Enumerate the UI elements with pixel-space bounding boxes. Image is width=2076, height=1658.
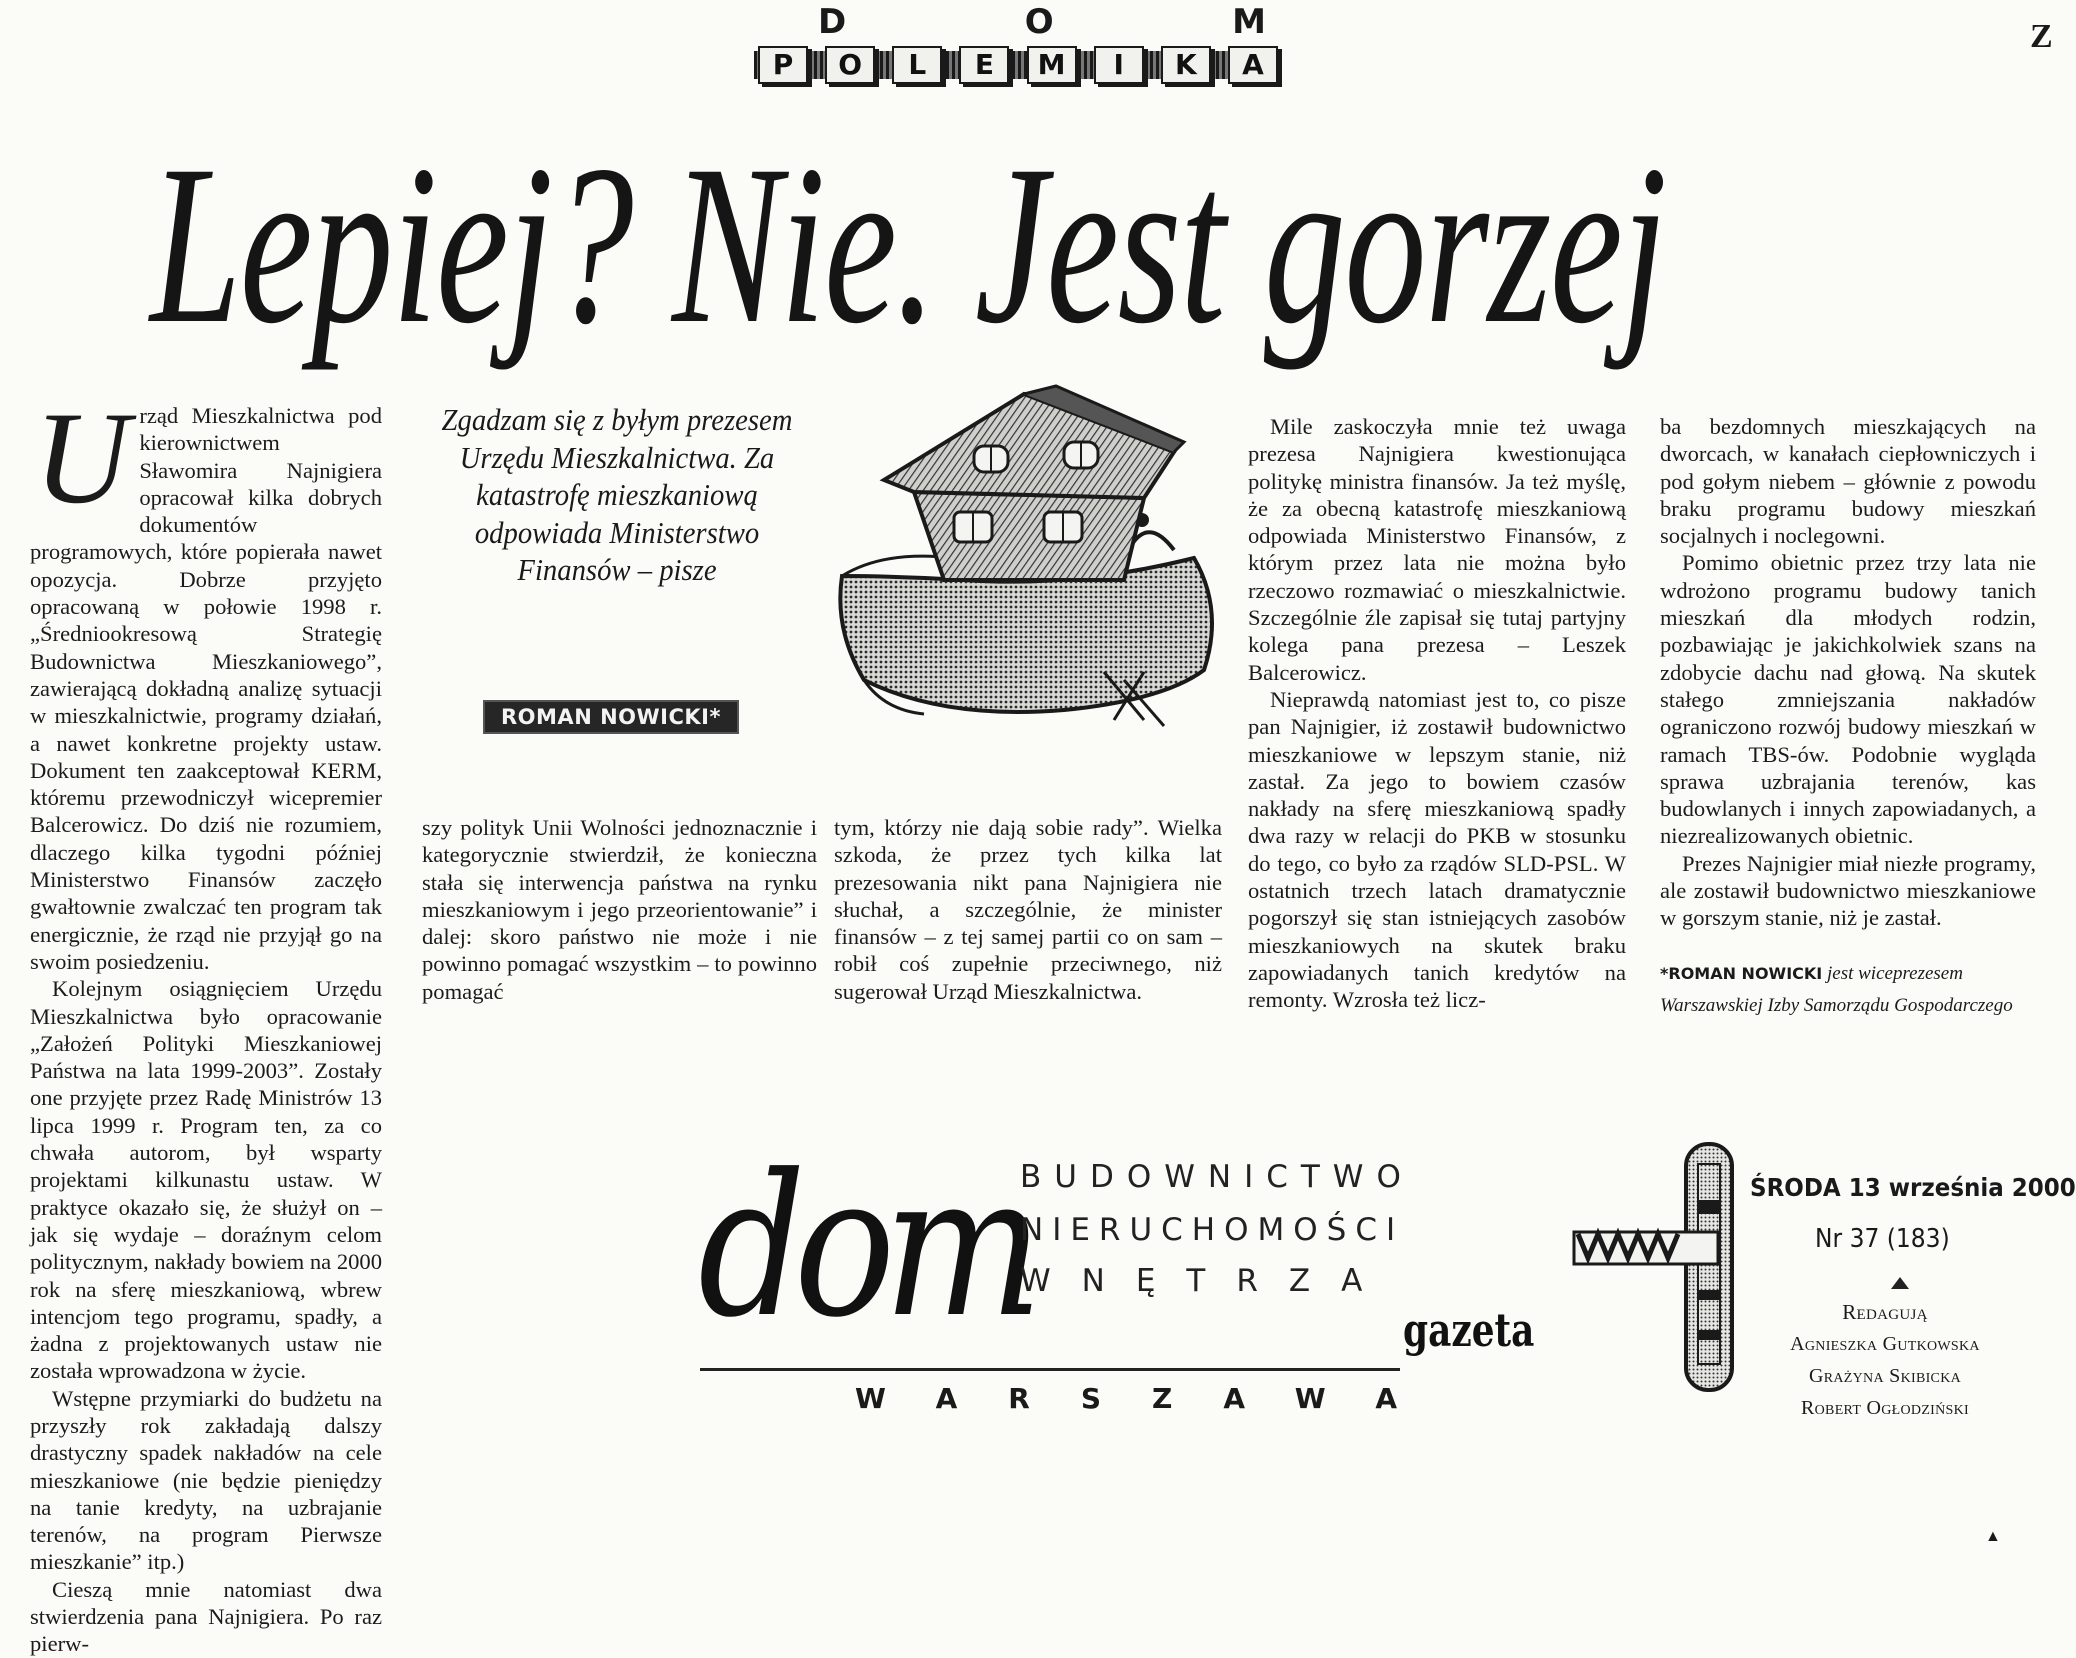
section-letter: O (1024, 2, 1056, 42)
masthead-line-budownictwo: BUDOWNICTWO (1020, 1159, 1414, 1195)
section-tile: I (1094, 46, 1144, 84)
article-column-3 (834, 814, 1222, 1005)
page-number-fragment: Z (2030, 18, 2053, 55)
dom-cross-emblem-icon (1568, 1140, 1748, 1395)
section-tile: L (892, 46, 942, 84)
article-column-1 (30, 384, 383, 1658)
paragraph: ba bezdomnych mieszkających na dworcach, w kanałach ciepłowniczych i pod gołym niebem – głównie z powodu braku programu budowy mieszkań socjalnych i noclegowni. (1660, 414, 2036, 549)
paragraph: rząd Mieszkalnictwa pod kierownictwem Sławomira Najnigiera opracował kilka dobrych dokumentów programowych, które popierała nawet opozycja. Dobrze przyjęto opracowaną w połowie 1998 r. „Średniookresową Strategię Budownictwa Mieszkaniowego”, zawierającą dokładną analizę sytuacji w mieszkalnictwie, programy działań, a nawet konkretne projekty ustaw. Dokument ten zaakceptował KERM, któremu przewodniczył wicepremier Balcerowicz. Do dziś nie rozumiem, dlaczego kilka tygodni później Ministerstwo Finansów zaczęło gwałtownie zwalczać ten program tak energicznie, że rząd nie przyjął go na swoim posiedzeniu. (30, 403, 382, 974)
issue-date: ŚRODA 13 września 2000 (1750, 1173, 2076, 1202)
house-on-wallet-illustration (824, 380, 1230, 730)
section-tile: K (1161, 46, 1211, 84)
masthead-logo: dom (698, 1133, 1032, 1361)
paragraph: Mile zaskoczyła mnie też uwaga prezesa Najnigiera kwestionująca politykę ministra finansów. Ja też myślę, że za obecną katastrofę mieszkaniową odpowiada Ministerstwo Finansów, z którym przez lata nie można było rzeczowo rozmawiać o mieszkalnictwie. Szczególnie źle zapisał się tutaj partyjny kolega pana prezesa – Leszek Balcerowicz. (1248, 414, 1626, 685)
article-headline: Lepiej? Nie. Jest gorzej (150, 119, 1666, 371)
paragraph: szy polityk Unii Wolności jednoznacznie i kategorycznie stwierdził, że konieczna stała się interwencja państwa na rynku mieszkaniowym i jego przeorientowanie” i dalej: skoro państwo nie może i nie powinno pomagać wszystkim – to powinno pomagać (422, 815, 817, 1004)
masthead-city: WARSZAWA (855, 1382, 1449, 1415)
article-lead: Zgadzam się z byłym prezesem Urzędu Mieszkalnictwa. Za katastrofę mieszkaniową odpowiada Ministerstwo Finansów – pisze (441, 403, 793, 587)
masthead-divider (700, 1368, 1400, 1371)
issue-number: Nr 37 (183) (1815, 1224, 1950, 1254)
section-tile: O (825, 46, 875, 84)
paragraph: tym, którzy nie dają sobie rady”. Wielka szkoda, że przez tych kilka lat prezesowania nikt pana Najnigiera nie słuchał, a szczególnie, że minister finansów – z tej samej partii co on sam – robił coś zupełnie przeciwnego, niż sugerował Urząd Mieszkalnictwa. (834, 815, 1222, 1004)
paragraph: Nieprawdą natomiast jest to, co pisze pan Najnigier, iż zostawił budownictwo mieszkaniowe w lepszym stanie, niż zastał. Za jego to bowiem czasów nakłady na sferę mieszkaniową spadły dwa razy w relacji do PKB w stosunku do tego, co było za rządów SLD-PSL. W ostatnich trzech latach dramatycznie pogorszył się stan istniejących zasobów mieszkaniowych na skutek braku zapowiadanych tanich kredytów na remonty. Wzrosła też licz- (1248, 686, 1626, 1013)
masthead-line-wnetrza: WNĘTRZA (1020, 1263, 1394, 1299)
article-column-5 (1660, 413, 2036, 932)
masthead-line-nieruchomosci: NIERUCHOMOŚCI (1020, 1212, 1405, 1248)
editors-label: Redagują (1842, 1300, 1928, 1324)
section-tile: E (959, 46, 1009, 84)
editor-name: Robert Ogłodziński (1801, 1397, 1969, 1419)
section-letter: D (818, 2, 849, 42)
corner-triangle-mark: ▲ (1985, 1528, 2001, 1545)
section-label-dom (818, 2, 1268, 44)
section-tile: A (1228, 46, 1278, 84)
drop-cap: U (34, 384, 130, 531)
article-column-4 (1248, 413, 1626, 1014)
paragraph: Wstępne przymiarki do budżetu na przyszły rok zakładają dalszy drastyczny spadek nakładów na cele mieszkaniowe (nie będzie pieniędzy na tanie kredyty, na uzbrajanie terenów, na program Pierwsze mieszkanie” itp.) (30, 1385, 382, 1575)
editors-block (1735, 1296, 2035, 1426)
section-letter: M (1232, 2, 1268, 42)
masthead-gazeta: gazeta (1403, 1303, 1535, 1357)
author-bio-note (1660, 958, 2025, 1028)
triangle-icon (1891, 1277, 1909, 1289)
editor-name: Agnieszka Gutkowska (1790, 1333, 1980, 1355)
author-byline: ROMAN NOWICKI* (483, 700, 739, 734)
paragraph: Pomimo obietnic przez trzy lata nie wdrożono programu budowy tanich mieszkań dla młodych rodzin, pozbawiając je jakichkolwiek szans na zdobycie dachu nad głową. Na skutek stałego zmniejszania nakładów ograniczono rozwój budowy mieszkań w ramach TBS-ów. Podobnie wygląda sprawa uzbrajania terenów, kas budowlanych i innych zapowiadanych, a niezrealizowanych obietnic. (1660, 550, 2036, 849)
paragraph: Cieszą mnie natomiast dwa stwierdzenia pana Najnigiera. Po raz pierw- (30, 1576, 382, 1657)
section-tile: M (1027, 46, 1077, 84)
section-tile: P (758, 46, 808, 84)
paragraph: Kolejnym osiągnięciem Urzędu Mieszkalnictwa było opracowanie „Założeń Polityki Mieszkaniowej Państwa na lata 1999-2003”. Zostały one przyjęte przez Radę Ministrów 13 lipca 1999 r. Program ten, za co chwała autorom, był wsparty projektami kilkunastu ustaw. W praktyce okazało się, że służył on – jak się wydaje – doraźnym celom politycznym, nakłady bowiem na 2000 rok na sferę mieszkaniową, wbrew intencjom tego programu, spadły, a żadna z projektowanych ustaw nie została wprowadzona w życie. (30, 976, 383, 1384)
bio-text: jest wiceprezesem Warszawskiej Izby Samorządu Gospodarczego (1660, 963, 2013, 1016)
bio-name: *ROMAN NOWICKI (1660, 964, 1823, 983)
article-column-2 (422, 814, 817, 1005)
section-label-polemika (754, 45, 1282, 85)
editor-name: Grażyna Skibicka (1808, 1365, 1962, 1387)
paragraph: Prezes Najnigier miał niezłe programy, ale zostawił budownictwo mieszkaniowe w gorszym stanie, niż je zastał. (1660, 850, 2036, 931)
